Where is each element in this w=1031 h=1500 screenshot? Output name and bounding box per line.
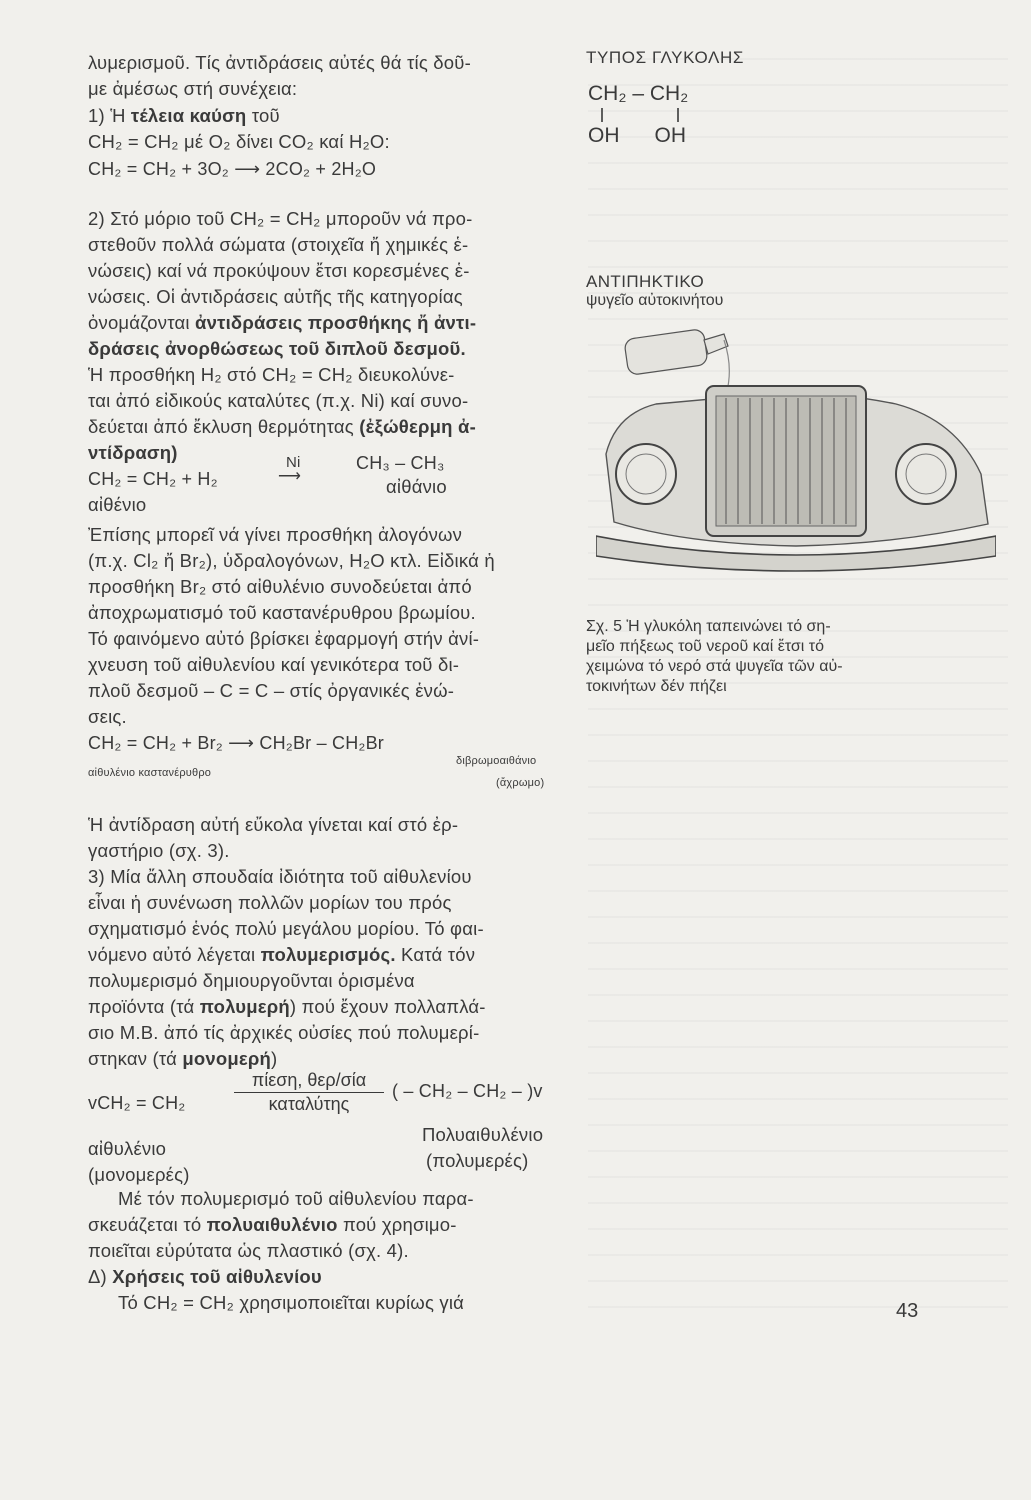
bold-term: τέλεια καύση bbox=[130, 105, 247, 126]
bold-term: πολυαιθυλένιο bbox=[206, 1214, 338, 1235]
h2-reaction-right: CH₃ – CH₃ bbox=[356, 453, 445, 473]
poly-reaction-left: vCH₂ = CH₂ bbox=[88, 1093, 186, 1113]
compound-note: (ἄχρωμο) bbox=[496, 777, 545, 789]
antifreeze-subtitle: ψυγεῖο αὐτοκινήτου bbox=[586, 292, 724, 309]
text-line: προσθήκη Br₂ στό αἰθυλένιο συνοδεύεται ἀπό bbox=[88, 576, 472, 597]
text-line: με ἀμέσως στή συνέχεια: bbox=[88, 78, 298, 99]
glycol-bonds-diagram bbox=[586, 104, 726, 126]
text-line: νόμενο αὐτό λέγεται πολυμερισμός. Κατά τόν bbox=[88, 944, 476, 965]
compound-name: αἰθάνιο bbox=[386, 476, 447, 497]
antifreeze-bottle-icon bbox=[624, 329, 729, 386]
bold-term: μονομερή bbox=[182, 1048, 272, 1069]
text-line: Μέ τόν πολυμερισμό τοῦ αἰθυλενίου παρα- bbox=[118, 1188, 474, 1209]
poly-reaction-right: ( – CH₂ – CH₂ – )v bbox=[392, 1081, 543, 1101]
text-line: προϊόντα (τά πολυμερή) πού ἔχουν πολλαπλά- bbox=[88, 996, 486, 1017]
text-line: 3) Μία ἄλλη σπουδαία ἰδιότητα τοῦ αἰθυλενίου bbox=[88, 866, 472, 887]
text-line: σχηματισμό ἑνός πολύ μεγάλου μορίου. Τό φαι- bbox=[88, 918, 484, 939]
text-line: CH₂ = CH₂ μέ O₂ δίνει CO₂ καί H₂O: bbox=[88, 131, 390, 152]
compound-note: (μονομερές) bbox=[88, 1164, 190, 1185]
text-line: 1) Ἡ τέλεια καύση τοῦ bbox=[88, 105, 280, 126]
figure-caption-line: μεῖο πήξεως τοῦ νεροῦ καί ἔτσι τό bbox=[586, 638, 825, 655]
text-line: χνευση τοῦ αἰθυλενίου καί γενικότερα τοῦ δι- bbox=[88, 654, 460, 675]
text-line: λυμερισμοῦ. Τίς ἀντιδράσεις αὐτές θά τίς δοῦ- bbox=[88, 52, 471, 73]
glycol-formula-top: CH₂ – CH₂ bbox=[588, 82, 689, 105]
text-line: γαστήριο (σχ. 3). bbox=[88, 840, 230, 861]
text-line: 2) Στό μόριο τοῦ CH₂ = CH₂ μποροῦν νά προ- bbox=[88, 208, 473, 229]
antifreeze-title: ΑΝΤΙΠΗΚΤΙΚΟ bbox=[586, 272, 705, 291]
text-line: Τό CH₂ = CH₂ χρησιμοποιεῖται κυρίως γιά bbox=[118, 1292, 465, 1313]
text-line: Ἐπίσης μπορεῖ νά γίνει προσθήκη ἀλογόνων bbox=[88, 524, 463, 545]
compound-name: αἰθυλένιο καστανέρυθρο bbox=[88, 767, 212, 779]
text-line: ποιεῖται εὐρύτατα ὡς πλαστικό (σχ. 4). bbox=[88, 1240, 409, 1261]
text-line: νώσεις. Οἱ ἀντιδράσεις αὐτῆς τῆς κατηγορίας bbox=[88, 286, 463, 307]
glycol-formula-bottom: OH OH bbox=[588, 124, 687, 147]
compound-note: (πολυμερές) bbox=[426, 1150, 529, 1171]
text-line: ται ἀπό εἰδικούς καταλύτες (π.χ. Ni) καί συνο- bbox=[88, 390, 469, 411]
conditions-below: καταλύτης bbox=[268, 1094, 350, 1114]
text-line: νώσεις) καί νά προκύψουν ἔτσι κορεσμένες ἑ- bbox=[88, 260, 470, 281]
catalyst-label: Ni bbox=[286, 454, 301, 471]
compound-name: αἰθυλένιο bbox=[88, 1138, 167, 1159]
br2-equation: CH₂ = CH₂ + Br₂ ⟶ CH₂Br – CH₂Br bbox=[88, 733, 384, 753]
page-number: 43 bbox=[896, 1300, 919, 1322]
bold-term: Χρήσεις τοῦ αἰθυλενίου bbox=[112, 1266, 322, 1287]
text-line: δεύεται ἀπό ἔκλυση θερμότητας (ἐξώθερμη ἀ- bbox=[88, 416, 476, 437]
text-line: Ἡ προσθήκη H₂ στό CH₂ = CH₂ διευκολύνε- bbox=[88, 364, 455, 385]
radiator-grille-icon bbox=[706, 386, 866, 536]
bold-term: ἀντιδράσεις προσθήκης bbox=[195, 312, 412, 333]
text-line: στηκαν (τά μονομερή) bbox=[88, 1048, 278, 1069]
text-line: σιο Μ.Β. ἀπό τίς ἀρχικές οὐσίες πού πολυμερί- bbox=[88, 1022, 480, 1043]
compound-name: αἰθένιο bbox=[88, 494, 147, 515]
bold-term: πολυμερή bbox=[199, 996, 290, 1017]
bold-term: (ἐξώθερμη ἀ- bbox=[359, 416, 476, 437]
figure-caption-line: τοκινήτων δέν πήζει bbox=[586, 678, 727, 695]
combustion-equation: CH₂ = CH₂ + 3O₂ ⟶ 2CO₂ + 2H₂O bbox=[88, 159, 377, 179]
headlight-icon bbox=[896, 444, 956, 504]
text-line: σεις. bbox=[88, 706, 127, 727]
reaction-arrow bbox=[234, 1092, 384, 1093]
glycol-title: ΤΥΠΟΣ ΓΛΥΚΟΛΗΣ bbox=[586, 48, 744, 67]
section-heading: Δ) Χρήσεις τοῦ αἰθυλενίου bbox=[88, 1266, 322, 1287]
figure-caption-line: χειμώνα τό νερό στά ψυγεῖα τῶν αὐ- bbox=[586, 658, 843, 675]
text-line: ἀποχρωματισμό τοῦ καστανέρυθρου βρωμίου. bbox=[88, 602, 476, 623]
text-line: στεθοῦν πολλά σώματα (στοιχεῖα ἤ χημικές ἑ- bbox=[88, 234, 469, 255]
conditions-above: πίεση, θερ/σία bbox=[251, 1070, 367, 1090]
text-line: Τό φαινόμενο αὐτό βρίσκει ἐφαρμογή στήν ἀνί- bbox=[88, 628, 480, 649]
bold-term-line: δράσεις ἀνορθώσεως τοῦ διπλοῦ δεσμοῦ. bbox=[88, 338, 466, 359]
bold-term: πολυμερισμός. bbox=[260, 944, 396, 965]
text-line: Ἡ ἀντίδραση αὐτή εὔκολα γίνεται καί στό ἐρ- bbox=[88, 814, 459, 835]
figure-caption-line: Σχ. 5 Ἡ γλυκόλη ταπεινώνει τό ση- bbox=[586, 618, 831, 635]
compound-name: διβρωμοαιθάνιο bbox=[456, 755, 537, 767]
headlight-icon bbox=[616, 444, 676, 504]
text-line: ὀνομάζονται ἀντιδράσεις προσθήκης ἤ ἀντι- bbox=[88, 312, 477, 333]
compound-name: Πολυαιθυλένιο bbox=[422, 1124, 544, 1145]
text-line: εἶναι ἡ συνένωση πολλῶν μορίων του πρός bbox=[88, 892, 452, 913]
bold-term-line: ντίδραση) bbox=[88, 442, 178, 463]
car-radiator-illustration bbox=[596, 324, 996, 584]
text-line: (π.χ. Cl₂ ἤ Br₂), ὑδραλογόνων, H₂O κτλ. Εἰδικά ἡ bbox=[88, 550, 495, 571]
text-line: πολυμερισμό δημιουργοῦνται ὁρισμένα bbox=[88, 970, 415, 991]
h2-reaction-left: CH₂ = CH₂ + H₂ bbox=[88, 469, 218, 489]
reaction-arrow: ⟶ bbox=[278, 468, 302, 485]
poly-reaction-conditions bbox=[234, 1070, 384, 1115]
text-line: πλοῦ δεσμοῦ – C = C – στίς ὀργανικές ἑνώ- bbox=[88, 680, 455, 701]
text-line: σκευάζεται τό πολυαιθυλένιο πού χρησιμο- bbox=[88, 1214, 457, 1235]
